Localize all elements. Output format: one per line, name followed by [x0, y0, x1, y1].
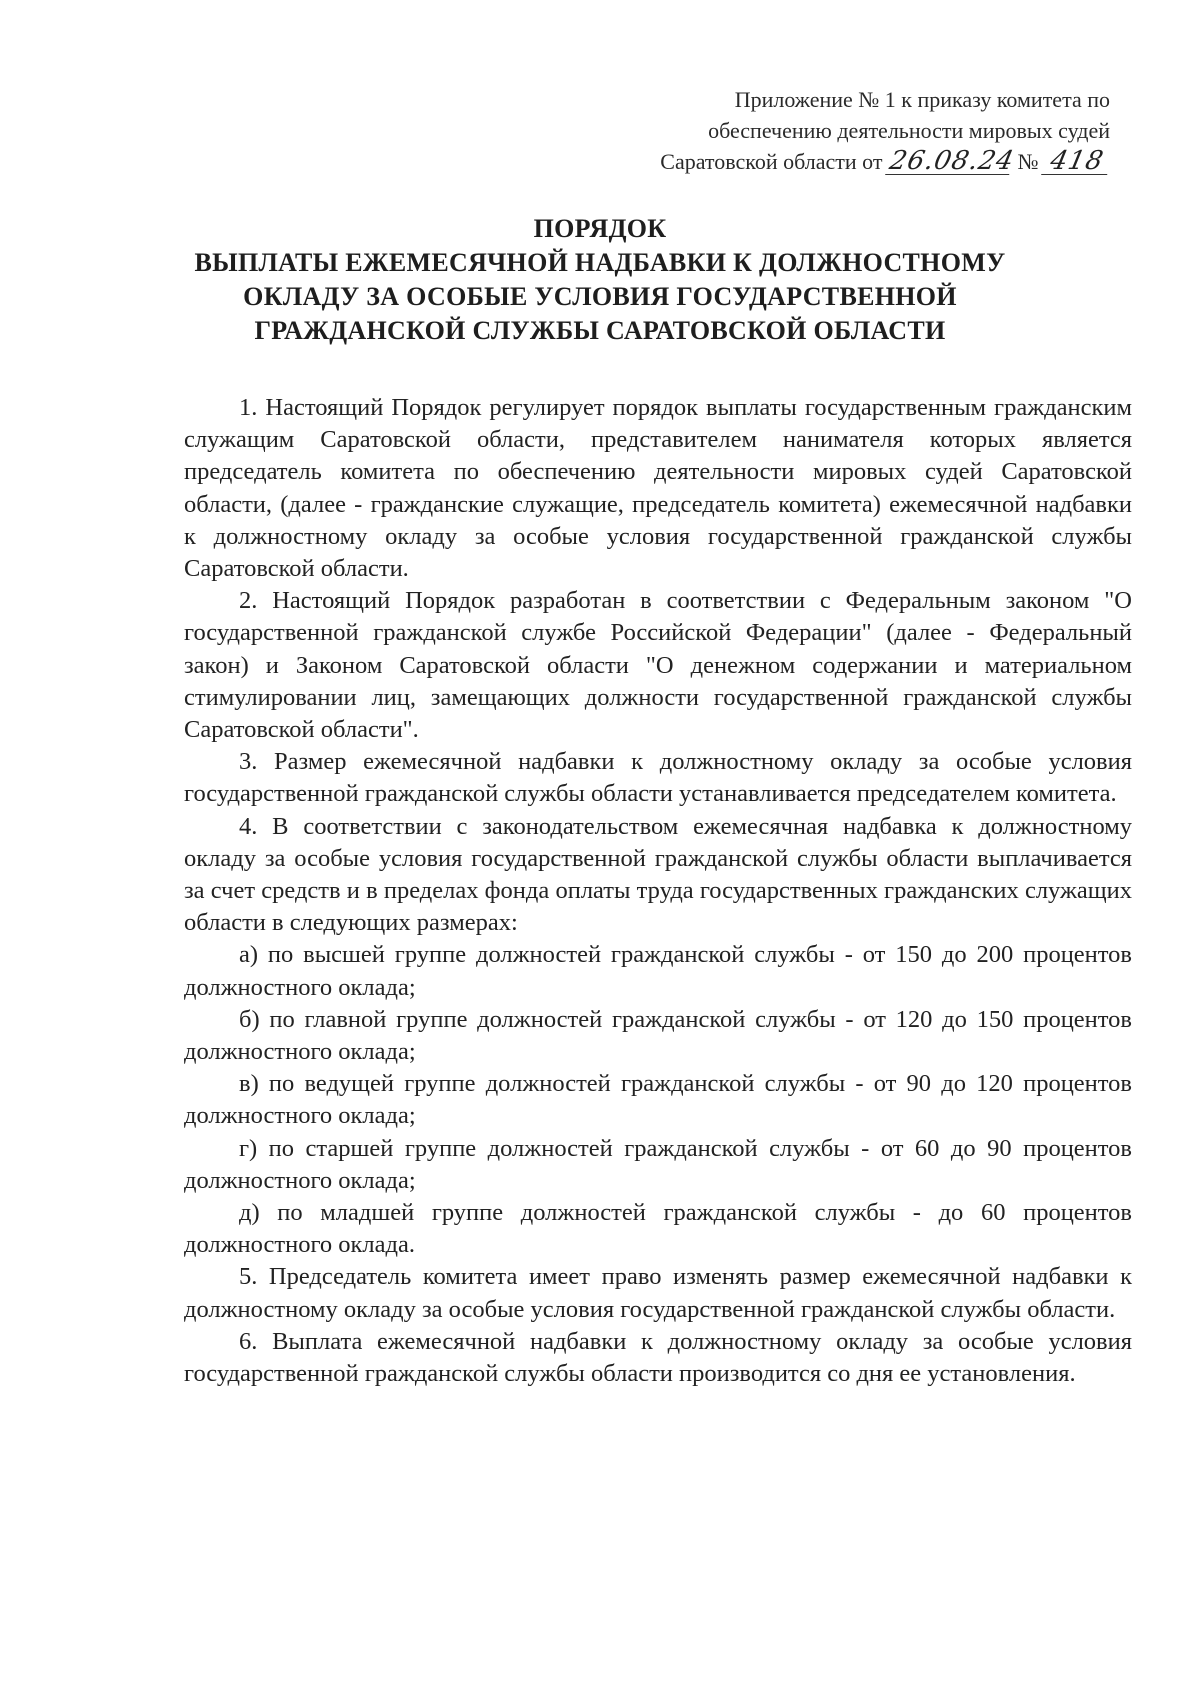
number-label: №	[1017, 149, 1039, 174]
appendix-line-3-prefix: Саратовской области от	[660, 149, 883, 174]
list-item-d: д) по младшей группе должностей гражданской службы - до 60 процентов должностного оклада.	[184, 1199, 1132, 1259]
paragraph-1: 1. Настоящий Порядок регулирует порядок выплаты государственным гражданским служащим Саратовской области, представителем нанимателя которых является председатель комитета по обеспечению деятельности мировых судей Саратовской области, (далее - гражданские служащие, председатель комитета) ежемесячной надбавки к должностному окладу за особые условия государственной гражданской службы Саратовской области.	[184, 394, 1132, 583]
list-item-b: б) по главной группе должностей гражданской службы - от 120 до 150 процентов должностного оклада;	[184, 1005, 1132, 1066]
document-body	[184, 392, 1132, 1390]
document-title	[150, 212, 1050, 348]
title-line-1: ПОРЯДОК	[533, 214, 667, 243]
paragraph-3: 3. Размер ежемесячной надбавки к должностному окладу за особые условия государственной гражданской службы области устанавливается председателем комитета.	[184, 748, 1132, 808]
appendix-line-3	[550, 146, 1110, 177]
handwritten-date: 26.08.24	[886, 146, 1018, 176]
title-line-4: ГРАЖДАНСКОЙ СЛУЖБЫ САРАТОВСКОЙ ОБЛАСТИ	[254, 316, 946, 345]
paragraph-4: 4. В соответствии с законодательством ежемесячная надбавка к должностному окладу за особые условия государственной гражданской службы области выплачивается за счет средств и в пределах фонда оплаты труда государственных гражданских служащих области в следующих размерах:	[184, 812, 1132, 937]
title-line-3: ОКЛАДУ ЗА ОСОБЫЕ УСЛОВИЯ ГОСУДАРСТВЕННОЙ	[243, 282, 957, 311]
appendix-line-1: Приложение № 1 к приказу комитета по	[734, 87, 1110, 112]
paragraph-6: 6. Выплата ежемесячной надбавки к должностному окладу за особые условия государственной гражданской службы области производится со дня ее установления.	[184, 1327, 1132, 1388]
list-item-a: а) по высшей группе должностей гражданской службы - от 150 до 200 процентов должностного оклада;	[184, 941, 1132, 1001]
title-line-2: ВЫПЛАТЫ ЕЖЕМЕСЯЧНОЙ НАДБАВКИ К ДОЛЖНОСТНОМУ	[194, 248, 1006, 277]
list-item-g: г) по старшей группе должностей гражданской службы - от 60 до 90 процентов должностного оклада;	[184, 1134, 1132, 1194]
handwritten-number: 418	[1041, 148, 1113, 175]
appendix-line-2: обеспечению деятельности мировых судей	[708, 118, 1110, 143]
paragraph-5: 5. Председатель комитета имеет право изменять размер ежемесячной надбавки к должностному окладу за особые условия государственной гражданской службы области.	[184, 1263, 1132, 1323]
paragraph-2: 2. Настоящий Порядок разработан в соответствии с Федеральным законом "О государственной гражданской службе Российской Федерации" (далее - Федеральный закон) и Законом Саратовской области "О денежном содержании и материальном стимулировании лиц, замещающих должности государственной гражданской службы Саратовской области".	[184, 587, 1132, 744]
list-item-v: в) по ведущей группе должностей гражданской службы - от 90 до 120 процентов должностного оклада;	[184, 1070, 1132, 1130]
appendix-reference	[550, 84, 1110, 177]
